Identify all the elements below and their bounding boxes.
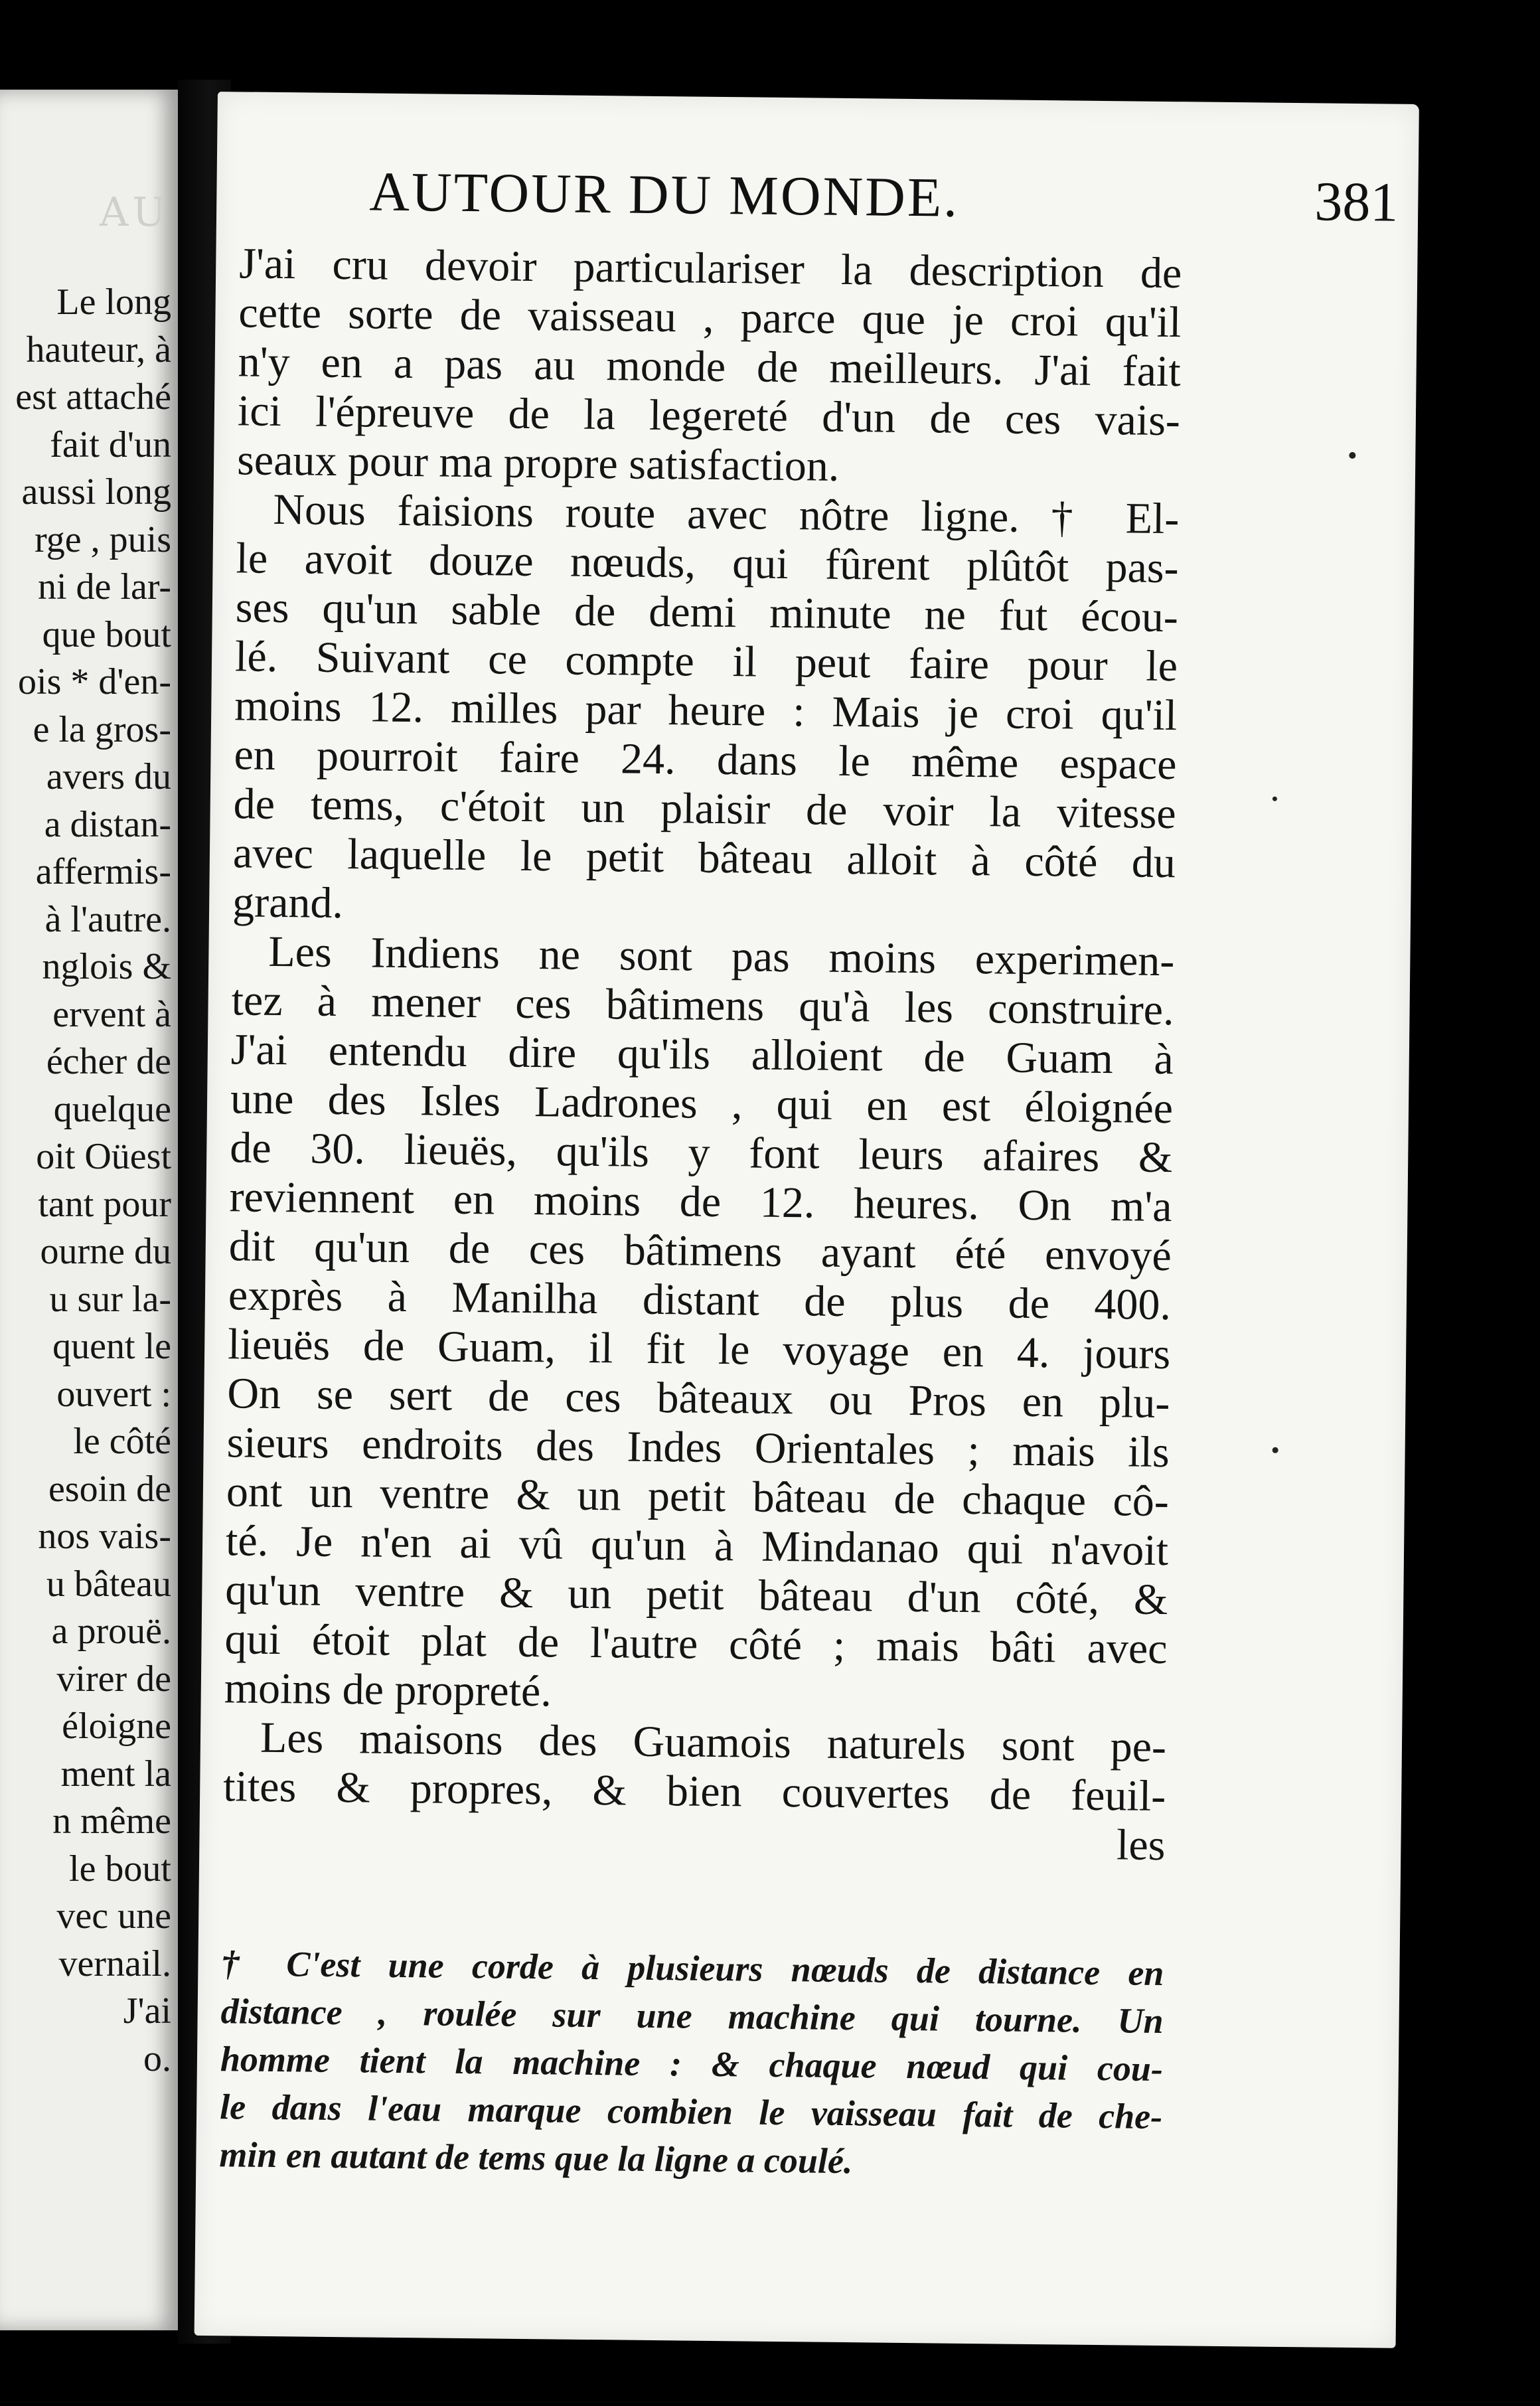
ink-speck	[1349, 452, 1355, 459]
text-line: tites & propres, & bien couvertes de feuil-	[222, 1762, 1166, 1821]
main-text	[222, 239, 1182, 1870]
left-line: est attaché	[15, 376, 171, 418]
left-line: affermis-	[35, 851, 171, 892]
text-line: dit qu'un de ces bâtimens ayant été envoyé	[228, 1222, 1172, 1281]
left-line: quent le	[52, 1326, 171, 1367]
left-line: le bout	[69, 1848, 171, 1889]
text-line: té. Je n'en ai vû qu'un à Mindanao qui n'avoit	[225, 1516, 1169, 1575]
footnote-line: le dans l'eau marque combien le vaisseau fait de che-	[219, 2087, 1163, 2137]
footnote	[219, 1939, 1164, 2188]
left-line: J'ai	[123, 1990, 171, 2032]
text-line: On se sert de ces bâteaux ou Pros en plu-	[227, 1369, 1170, 1428]
footnote-line: distance , roulée sur une machine qui tourne. Un	[220, 1991, 1164, 2042]
text-line: reviennent en moins de 12. heures. On m'a	[229, 1172, 1172, 1232]
left-line: nglois &	[42, 946, 171, 987]
footnote-line: homme tient la machine : & chaque nœud qui cou-	[220, 2039, 1164, 2089]
text-line: grand.	[232, 878, 344, 928]
left-line: ourne du	[40, 1231, 171, 1272]
left-line: Le long	[56, 281, 171, 323]
text-line: ici l'épreuve de la legereté d'un de ces vais-	[237, 386, 1181, 445]
text-line: seaux pour ma propre satisfaction.	[236, 436, 840, 491]
text-line: lé. Suivant ce compte il peut faire pour le	[234, 632, 1178, 691]
text-line: sieurs endroits des Indes Orientales ; mais ils	[226, 1418, 1170, 1477]
left-line: le côté	[73, 1421, 171, 1462]
left-line: aussi long	[21, 471, 171, 513]
left-line: u sur la-	[49, 1278, 171, 1320]
left-line: éloigne	[62, 1706, 171, 1747]
text-line: ont un ventre & un petit bâteau de chaque cô-	[226, 1467, 1170, 1526]
text-line: n'y en a pas au monde de meilleurs. J'ai fait	[238, 337, 1182, 396]
left-line: ervent à	[52, 993, 171, 1035]
text-line: lieuës de Guam, il fit le voyage en 4. jours	[227, 1320, 1171, 1379]
left-line: vec une	[56, 1895, 171, 1937]
text-line: ses qu'un sable de demi minute ne fut écou-	[235, 583, 1179, 642]
text-line: en pourroit faire 24. dans le même espace	[234, 730, 1177, 789]
text-line: cette sorte de vaisseau , parce que je croi qu'il	[238, 288, 1182, 347]
text-line: moins de propreté.	[224, 1664, 552, 1716]
left-line: quelque	[53, 1088, 171, 1130]
left-line: fait d'un	[50, 424, 171, 465]
text-line: de tems, c'étoit un plaisir de voir la vitesse	[233, 779, 1177, 839]
running-title: AUTOUR DU MONDE.	[368, 161, 960, 229]
left-line: que bout	[42, 613, 171, 655]
text-line: tez à mener ces bâtimens qu'à les construire.	[231, 976, 1174, 1035]
left-line: ni de lar-	[37, 566, 171, 607]
left-line: écher de	[46, 1041, 171, 1082]
catchword: les	[1116, 1820, 1166, 1870]
left-line: u bâteau	[46, 1563, 171, 1605]
text-line: moins 12. milles par heure : Mais je croi qu'il	[234, 681, 1178, 740]
left-line: rge , puis	[35, 519, 171, 560]
text-line: une des Isles Ladrones , qui en est éloignée	[230, 1074, 1174, 1133]
left-line: nos vais-	[38, 1516, 171, 1557]
left-line: avers du	[46, 756, 171, 797]
left-line: a distan-	[44, 803, 171, 845]
book-page	[194, 92, 1419, 2348]
left-line: oit Oüest	[36, 1136, 171, 1177]
left-line: vernail.	[58, 1943, 171, 1984]
page-number: 381	[1314, 171, 1399, 234]
left-line: n même	[52, 1801, 171, 1842]
text-line: J'ai cru devoir particulariser la description de	[238, 239, 1182, 298]
footnote-line: min en autant de tems que la ligne a coulé.	[219, 2134, 853, 2182]
left-line: tant pour	[38, 1183, 171, 1225]
text-line: Les maisons des Guamois naturels sont pe-	[260, 1713, 1167, 1772]
left-line: hauteur, à	[26, 329, 171, 370]
bleed-through-text: AU	[100, 189, 170, 236]
text-line: qui étoit plat de l'autre côté ; mais bâti avec	[224, 1615, 1168, 1674]
left-line: à l'autre.	[44, 898, 171, 940]
left-line: ment la	[60, 1753, 171, 1795]
previous-page-fragment	[0, 90, 178, 2330]
left-line: e la gros-	[33, 708, 171, 750]
previous-page-text	[0, 279, 171, 2083]
footnote-line: † C'est une corde à plusieurs nœuds de distance en	[221, 1943, 1164, 1994]
text-line: qu'un ventre & un petit bâteau d'un côté, &	[224, 1565, 1168, 1625]
text-line: avec laquelle le petit bâteau alloit à côté du	[232, 829, 1176, 888]
left-line: o.	[143, 2038, 171, 2079]
text-line: le avoit douze nœuds, qui fûrent plûtôt pas-	[236, 534, 1179, 593]
text-line: de 30. lieuës, qu'ils y font leurs afaires &	[229, 1123, 1173, 1182]
left-line: a prouë.	[51, 1611, 171, 1652]
ink-speck	[1272, 797, 1277, 801]
text-line: Nous faisions route avec nôtre ligne. † El-	[273, 485, 1180, 544]
left-line: virer de	[56, 1658, 171, 1700]
text-line: Les Indiens ne sont pas moins experimen-	[268, 927, 1175, 986]
text-line: exprès à Manilha distant de plus de 400.	[228, 1271, 1172, 1330]
left-line: ouvert :	[56, 1373, 171, 1415]
left-line: ois * d'en-	[18, 661, 171, 702]
ink-speck	[1272, 1447, 1278, 1453]
left-line: esoin de	[48, 1468, 171, 1510]
text-line: J'ai entendu dire qu'ils alloient de Guam à	[230, 1025, 1174, 1084]
